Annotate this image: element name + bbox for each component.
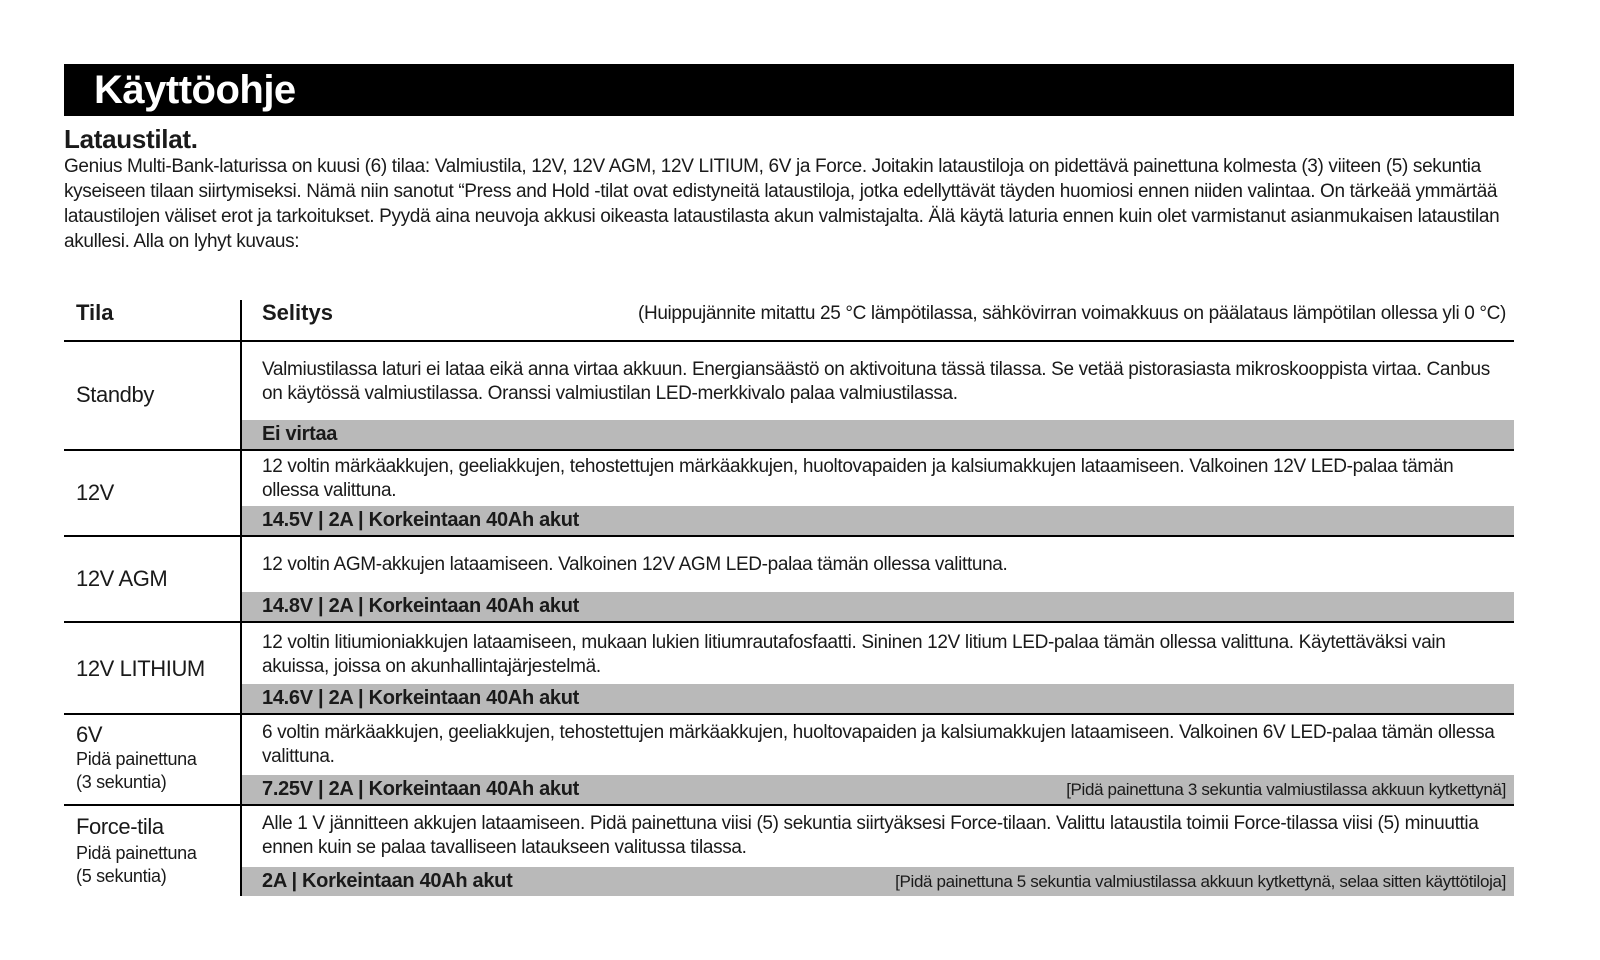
table-row [64, 623, 1514, 715]
table-header [64, 300, 1514, 342]
intro-paragraph: Genius Multi-Bank-laturissa on kuusi (6) tilaa: Valmiustila, 12V, 12V AGM, 12V LITIUM, 6V ja Force. Joitakin lataustiloja on pidettävä painettuna kolmesta (3) viiteen (5) sekuntia kyseiseen tilaan siirtymiseksi. Nämä niin sanotut “Press and Hold -tilat ovat edistyneitä lataustiloja, jotka edellyttävät täyden huomiosi ennen niiden valintaa. On tärkeää ymmärtää lataustilojen väliset erot ja tarkoitukset. Pyydä aina neuvoja akkusi oikeasta lataustilasta akun valmistajalta. Älä käytä laturia ennen kuin olet varmistanut asianmukaisen lataustilan akullesi. Alla on lyhyt kuvaus: [64, 156, 1500, 252]
mode-cell [64, 451, 242, 535]
mode-name: 12V [76, 480, 114, 505]
mode-name: Standby [76, 382, 154, 407]
spec-bar [242, 775, 1514, 804]
mode-description: 12 voltin märkäakkujen, geeliakkujen, tehostettujen märkäakkujen, huoltovapaiden ja kalsiumakkujen lataamiseen. Valkoinen 12V LED-palaa tämän ollessa valittuna. [262, 456, 1454, 501]
mode-name: Force-tila [76, 814, 164, 839]
table-row [64, 537, 1514, 623]
section-heading: Lataustilat. [64, 124, 198, 154]
title-bar [64, 64, 1514, 116]
spec-bar [242, 420, 1514, 449]
table-row [64, 451, 1514, 537]
table-row [64, 715, 1514, 806]
spec-value: 7.25V | 2A | Korkeintaan 40Ah akut [262, 778, 580, 800]
mode-description: Valmiustilassa laturi ei lataa eikä anna virtaa akkuun. Energiansäästö on aktivoituna tässä tilassa. Se vetää pistorasiasta mikroskooppista virtaa. Canbus on käytössä valmiustilassa. Oranssi valmiustilan LED-merkkivalo palaa valmiustilassa. [262, 359, 1490, 404]
spec-hint: [Pidä painettuna 5 sekuntia valmiustilassa akkuun kytkettynä, selaa sitten käyttötiloja] [895, 872, 1506, 891]
mode-description: 12 voltin litiumioniakkujen lataamiseen, mukaan lukien litiumrautafosfaatti. Sininen 12V litium LED-palaa tämän ollessa valittuna. Käytettäväksi vain akuissa, joissa on akunhallintajärjestelmä. [262, 632, 1446, 677]
mode-hold-note: Pidä painettuna (3 sekuntia) [76, 749, 197, 792]
mode-description: 12 voltin AGM-akkujen lataamiseen. Valkoinen 12V AGM LED-palaa tämän ollessa valittuna. [262, 554, 1008, 575]
mode-description: 6 voltin märkäakkujen, geeliakkujen, tehostettujen märkäakkujen, huoltovapaiden ja kalsiumakkujen lataamiseen. Valkoinen 6V LED-palaa tämän ollessa valittuna. [262, 722, 1495, 767]
spec-value: 2A | Korkeintaan 40Ah akut [262, 870, 513, 892]
mode-cell [64, 342, 242, 449]
mode-cell [64, 623, 242, 713]
header-mode: Tila [76, 300, 114, 325]
mode-cell [64, 806, 242, 896]
table-row [64, 806, 1514, 896]
column-divider [240, 300, 242, 340]
spec-value: 14.8V | 2A | Korkeintaan 40Ah akut [262, 595, 580, 617]
spec-bar [242, 867, 1514, 896]
mode-hold-note: Pidä painettuna (5 sekuntia) [76, 843, 197, 886]
charging-modes-table [64, 300, 1514, 896]
spec-value: 14.6V | 2A | Korkeintaan 40Ah akut [262, 687, 580, 709]
header-note: (Huippujännite mitattu 25 °C lämpötilassa, sähkövirran voimakkuus on päälataus lämpötilan ollessa yli 0 °C) [637, 303, 1506, 324]
mode-name: 12V LITHIUM [76, 656, 205, 681]
table-row [64, 342, 1514, 451]
header-description: Selitys [262, 300, 333, 325]
mode-cell [64, 715, 242, 804]
mode-description: Alle 1 V jännitteen akkujen lataamiseen. Pidä painettuna viisi (5) sekuntia siirtyäksesi Force-tilaan. Valittu lataustila toimii Force-tilassa viisi (5) minuuttia ennen kuin se palaa tavalliseen lataukseen valitussa tilassa. [262, 813, 1479, 858]
mode-name: 12V AGM [76, 566, 168, 591]
spec-hint: [Pidä painettuna 3 sekuntia valmiustilassa akkuun kytkettynä] [1066, 780, 1506, 799]
spec-value: Ei virtaa [262, 423, 338, 445]
mode-name: 6V [76, 722, 103, 747]
spec-bar [242, 592, 1514, 621]
spec-bar [242, 684, 1514, 713]
spec-value: 14.5V | 2A | Korkeintaan 40Ah akut [262, 509, 580, 531]
spec-bar [242, 506, 1514, 535]
mode-cell [64, 537, 242, 621]
page-title: Käyttöohje [94, 68, 296, 112]
